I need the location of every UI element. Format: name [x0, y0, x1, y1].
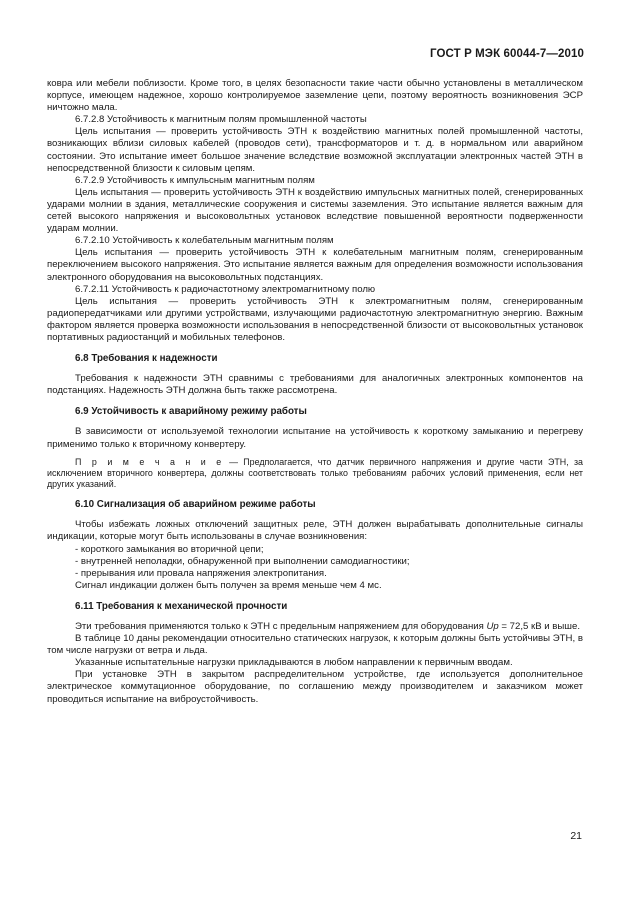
page-content	[47, 78, 583, 706]
paragraph: Указанные испытательные нагрузки прикладываются в любом направлении к первичным вводам.	[75, 657, 513, 669]
section-heading-6-11: 6.11 Требования к механической прочности	[75, 600, 288, 612]
page-number: 21	[570, 830, 582, 842]
paragraph-text: Эти требования применяются только к ЭТН с предельным напряжением для оборудования	[75, 620, 487, 632]
paragraph: Чтобы избежать ложных отключений защитных реле, ЭТН должен вырабатывать дополнительные сигналы индикации, которые могут быть использованы в случае возникновения:	[47, 519, 583, 543]
paragraph: Цель испытания — проверить устойчивость ЭТН к колебательным магнитным полям, сгенерированным переключением высокого напряжения. Это испытание является важным для определения возможности использования электронного оборудования на высоковольтных подстанциях.	[47, 247, 583, 283]
section-heading-6-8: 6.8 Требования к надежности	[75, 353, 218, 365]
note-text: — Предполагается, что датчик первичного напряжения и другие части ЭТН, за исключением вторичного конвертера, должны соответствовать только требованиям рабочих условий применения, если нет других указаний.	[47, 456, 583, 490]
list-item: - короткого замыкания во вторичной цепи;	[75, 543, 264, 555]
paragraph: Цель испытания — проверить устойчивость ЭТН к электромагнитным полям, сгенерированным радиопередатчиками или другими устройствами, излучающими радиочастотную электромагнитную энергию. Важным фактором является проверка возможности использования в непосредственной близости от высоковольтных установок портативных радиостанций и мобильных телефонов.	[47, 295, 583, 343]
paragraph: В таблице 10 даны рекомендации относительно статических нагрузок, к которым должны быть устойчивы ЭТН, в том числе нагрузки от ветра и льда.	[47, 633, 583, 657]
note	[47, 457, 583, 491]
paragraph: Сигнал индикации должен быть получен за время меньше чем 4 мс.	[75, 579, 382, 591]
note-label: П р и м е ч а н и е	[75, 456, 224, 467]
paragraph: Цель испытания — проверить устойчивость ЭТН к воздействию импульсных магнитных полей, сгенерированных ударами молнии в здания, металлические сооружения и системы заземления. Это испытание является важным для сетей высокого напряжения и высоковольтных установок вследствие повышенной вероятности подверженности ударам молнии.	[47, 186, 583, 235]
subsection-heading-6-7-2-8: 6.7.2.8 Устойчивость к магнитным полям промышленной частоты	[75, 114, 367, 126]
paragraph: В зависимости от используемой технологии испытание на устойчивость к короткому замыканию и перегреву применимо только к вторичному конвертеру.	[47, 426, 583, 450]
list-item: - прерывания или провала напряжения электропитания.	[75, 567, 327, 579]
section-heading-6-9: 6.9 Устойчивость к аварийному режиму работы	[75, 406, 307, 418]
paragraph: ковра или мебели поблизости. Кроме того, в целях безопасности такие части обычно установлены в металлическом корпусе, имеющем надежное, хорошо контролируемое заземление цепи, поэтому вероятность возникновения ЭСР ничтожно мала.	[47, 78, 583, 114]
voltage-symbol: Up	[486, 620, 499, 632]
subsection-heading-6-7-2-9: 6.7.2.9 Устойчивость к импульсным магнитным полям	[75, 174, 315, 186]
paragraph	[47, 621, 583, 633]
paragraph-text: = 72,5 кВ и выше.	[498, 620, 580, 632]
standard-header: ГОСТ Р МЭК 60044-7—2010	[430, 48, 584, 60]
paragraph: Цель испытания — проверить устойчивость ЭТН к воздействию магнитных полей промышленной частоты, возникающих вблизи силовых кабелей (проводов сети), трансформаторов и т. д. в нормальном или аварийном состоянии. Это испытание имеет большое значение вследствие возможной эксплуатации электронных частей ЭТН в непосредственной близости к силовым цепям.	[47, 126, 583, 174]
subsection-heading-6-7-2-10: 6.7.2.10 Устойчивость к колебательным магнитным полям	[75, 235, 334, 247]
subsection-heading-6-7-2-11: 6.7.2.11 Устойчивость к радиочастотному электромагнитному полю	[75, 283, 376, 295]
list-item: - внутренней неполадки, обнаруженной при выполнении самодиагностики;	[75, 555, 410, 567]
paragraph: При установке ЭТН в закрытом распределительном устройстве, где используется дополнительное электрическое коммутационное оборудование, по соглашению между производителем и заказчиком может проводиться испытание на виброустойчивость.	[47, 669, 583, 705]
section-heading-6-10: 6.10 Сигнализация об аварийном режиме работы	[75, 499, 316, 511]
paragraph: Требования к надежности ЭТН сравнимы с требованиями для аналогичных электронных компонентов на подстанциях. Надежность ЭТН должна быть также рассмотрена.	[47, 373, 583, 397]
